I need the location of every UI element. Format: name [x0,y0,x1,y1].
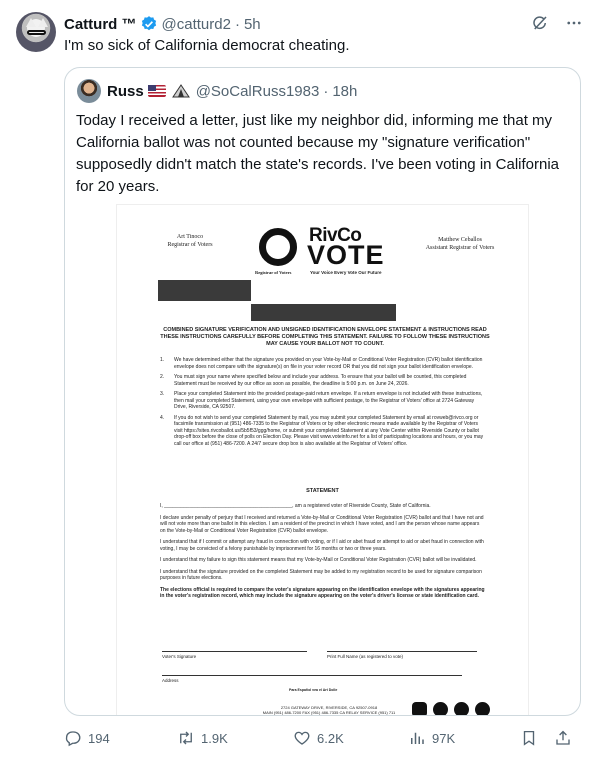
tweet-actions [64,724,584,752]
footer-address: 2724 GATEWAY DRIVE, RIVERSIDE, CA 92507-0918 [280,705,378,710]
grok-icon[interactable] [530,13,550,33]
social-icons [412,702,490,716]
rivco-logo-circle-icon [259,228,297,266]
instructions-list [160,357,485,451]
assistant-title: Assistant Registrar of Voters [425,245,495,251]
share-icon [554,729,572,747]
tent-emoji-icon [172,84,190,98]
repost-count: 1.9K [201,730,228,746]
verified-badge-icon [140,15,158,33]
youtube-icon [475,702,490,716]
quoted-author-name[interactable]: Russ [107,82,144,100]
brand-vote: VOTE [307,240,385,270]
letter-footer [239,705,419,715]
brand-rivco: RivCo [309,225,362,246]
instruction-text: If you do not wish to send your completed Statement by mail, you may submit your completed Statement by email at rovweb@rivco.org or facsimile transmission at (951) 486-7335 to the Registrar of Voters or by other electronic means made available by the Registrar of Voters visit https://sites.rivcoballot.us/5b5f53/ggg/home, or submit your completed Statement at any Vote Center within Riverside County or ballot drop-off box before the close of polls on Election Day. Please visit www.voteinfo.net for a list of participating locations and hours, or you may call our office at (951) 486-7200. A 24/7 secure drop box is also available at the Registrar of Voters' office. [174,414,484,447]
address-line: Address [162,675,462,683]
tweet-header [64,14,261,34]
brand-tagline: Your Voice Every Vote Our Future [310,270,382,275]
instruction-number: 2. [160,374,165,380]
views-count: 97K [432,730,456,746]
statement-heading: STATEMENT [306,488,339,494]
quoted-tweet-text: Today I received a letter, just like my neighbor did, informing me that my California ballot was not counted because my "signature verification" supposedly didn't match the state's records. I've been voting in California for 20 years. [76,112,560,195]
facebook-icon [433,702,448,716]
quoted-tweet-header [77,80,357,102]
logo-subtitle: Registrar of Voters [255,270,292,275]
instruction-number: 4. [160,414,165,421]
instruction-number: 1. [160,357,165,363]
statement-paragraph: I declare under penalty of perjury that I received and returned a Vote-by-Mail or Conditional Voter Registration (CVR) ballot and that I have not and will not vote more than one ballot in this election. I am a resident of the precinct in which I have voted, and I am the person whose name appears on the Vote-by-Mail or Conditional Voter Registration (CVR) ballot envelope. [160,514,484,534]
repost-icon [177,729,195,747]
avatar-ear-right [38,18,48,27]
views-chart-icon [408,729,426,747]
x-icon [454,702,469,716]
instruction-text: You must sign your name where specified below and include your address. To ensure that your ballot will be counted, this completed Statement must be received by our office as soon as possible, the deadline is 5:00 p.m. on June 24, 2026. [174,374,467,387]
tweet-top-icons [530,13,584,33]
statement-paragraph: I understand that if I commit or attempt any fraud in connection with voting, or if I aid or abet fraud or attempt to aid or abet fraud in connection with voting, I may be convicted of a felony punishable by imprisonment for 16 months or two or three years. [160,539,484,552]
separator-dot: · [234,15,240,33]
redacted-block [158,280,251,301]
quoted-tweet-time[interactable]: 18h [332,82,358,100]
views-button[interactable] [408,729,520,747]
quoted-author-avatar[interactable] [77,79,101,103]
statement-paragraph: I understand that the signature provided on the completed Statement may be added to my registration record to be used for signature comparison purposes in future elections. [160,568,482,581]
tweet-time[interactable]: 5h [243,15,261,33]
instruction-item [160,357,485,370]
instruction-item [160,374,485,387]
spanish-note: Para Español vea el Art Dolle [289,688,338,692]
redacted-block [251,304,396,321]
assistant-name: Matthew Ceballos [438,237,482,243]
print-name-line: Print Full Name (as registered to vote) [327,651,477,659]
bookmark-button[interactable] [520,729,554,747]
statement-paragraph: The elections official is required to compare the voter's signature appearing on the identification envelope with the signatures appearing in the voter's registration record, which may include the signature appearing on the voter's driver's license or state identification card. [160,586,485,599]
heart-icon [293,729,311,747]
letter-title: COMBINED SIGNATURE VERIFICATION AND UNSIGNED IDENTIFICATION ENVELOPE STATEMENT & INSTRUCTIONS READ THESE INSTRUCTIONS CAREFULLY BEFORE COMPLETING THIS STATEMENT. FAILURE TO FOLLOW THESE INSTRUCTIONS MAY CAUSE YOUR BALLOT NOT TO COUNT. [160,327,490,347]
instruction-item [160,391,485,411]
tweet-text: I'm so sick of California democrat cheating. [64,37,350,54]
more-options-icon[interactable] [564,13,584,33]
share-button[interactable] [554,729,578,747]
repost-button[interactable] [177,729,293,747]
registrar-title: Registrar of Voters [167,242,213,248]
author-handle[interactable]: @catturd2 [161,15,231,33]
avatar-ear-left [26,18,36,27]
like-count: 6.2K [317,730,344,746]
us-flag-icon [148,85,166,97]
quoted-author-handle[interactable]: @SoCalRuss1983 [195,82,320,100]
voter-signature-line: Voter's Signature [162,651,307,659]
author-avatar[interactable] [16,12,56,52]
statement-paragraph: I, ______________________________________________, am a registered voter of Riverside County, State of California. [160,503,431,509]
footer-phones: MAIN (951) 486-7200 FAX (951) 486-7335 CA RELAY SERVICE (951) 711 [262,710,396,715]
avatar-glasses [27,30,46,35]
reply-count: 194 [88,730,110,746]
quoted-separator-dot: · [323,82,329,100]
reply-icon [64,729,82,747]
assistant-registrar-block [415,236,505,252]
statement-paragraph: I understand that my failure to sign this statement means that my Vote-by-Mail or Conditional Voter Registration (CVR) ballot will be invalidated. [160,557,477,563]
bookmark-icon [520,729,538,747]
author-name[interactable]: Catturd ™ [64,15,137,33]
instruction-text: Place your completed Statement into the provided postage-paid return envelope. If a return envelope is not included with these instructions, then mail your completed Statement, using your own envelope with sufficient postage, to the Registrar of Voters' office at 2724 Gateway Drive, Riverside, CA 92507. [174,391,483,410]
like-button[interactable] [293,729,408,747]
reply-button[interactable] [64,729,177,747]
instagram-icon [412,702,427,716]
instruction-number: 3. [160,391,165,397]
statement-body [160,503,485,605]
instruction-text: We have determined either that the signature you provided on your Vote-by-Mail or Conditional Voter Registration (CVR) ballot identification envelope does not compare with the signature(s) on file in your voter record OR that you did not sign your ballot identification envelope. [174,357,483,370]
quoted-tweet[interactable] [64,67,581,716]
registrar-block [150,233,230,249]
attached-letter-image[interactable] [117,205,528,716]
registrar-name: Art Tinoco [176,234,204,240]
instruction-item [160,415,485,448]
